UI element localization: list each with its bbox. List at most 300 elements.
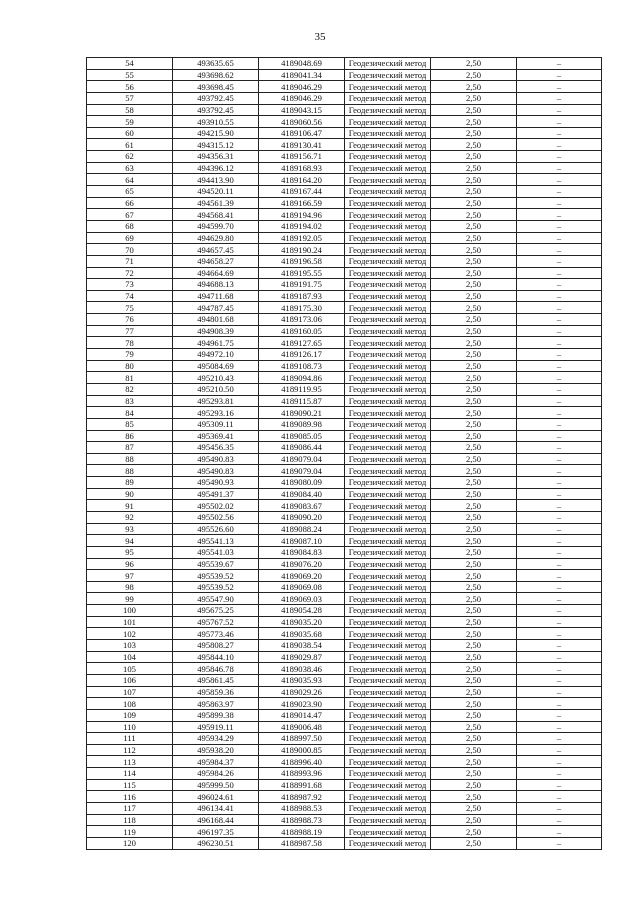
point-number-cell: 79: [87, 349, 173, 361]
method-cell: Геодезический метод: [345, 360, 431, 372]
method-cell: Геодезический метод: [345, 372, 431, 384]
note-cell: –: [517, 81, 602, 93]
accuracy-cell: 2,50: [431, 290, 517, 302]
accuracy-cell: 2,50: [431, 744, 517, 756]
note-cell: –: [517, 709, 602, 721]
note-cell: –: [517, 756, 602, 768]
y-coordinate-cell: 4189086.44: [259, 442, 345, 454]
accuracy-cell: 2,50: [431, 197, 517, 209]
point-number-cell: 70: [87, 244, 173, 256]
note-cell: –: [517, 616, 602, 628]
table-row: [87, 500, 602, 512]
x-coordinate-cell: 496197.35: [173, 826, 259, 838]
method-cell: Геодезический метод: [345, 500, 431, 512]
accuracy-cell: 2,50: [431, 768, 517, 780]
point-number-cell: 99: [87, 593, 173, 605]
table-row: [87, 314, 602, 326]
accuracy-cell: 2,50: [431, 69, 517, 81]
x-coordinate-cell: 495084.69: [173, 360, 259, 372]
x-coordinate-cell: 494972.10: [173, 349, 259, 361]
table-row: [87, 721, 602, 733]
table-row: [87, 337, 602, 349]
table-row: [87, 407, 602, 419]
method-cell: Геодезический метод: [345, 628, 431, 640]
method-cell: Геодезический метод: [345, 756, 431, 768]
table-row: [87, 733, 602, 745]
method-cell: Геодезический метод: [345, 593, 431, 605]
method-cell: Геодезический метод: [345, 663, 431, 675]
note-cell: –: [517, 442, 602, 454]
y-coordinate-cell: 4189108.73: [259, 360, 345, 372]
x-coordinate-cell: 495490.83: [173, 465, 259, 477]
y-coordinate-cell: 4189035.68: [259, 628, 345, 640]
note-cell: –: [517, 314, 602, 326]
y-coordinate-cell: 4189126.17: [259, 349, 345, 361]
y-coordinate-cell: 4189167.44: [259, 186, 345, 198]
point-number-cell: 101: [87, 616, 173, 628]
method-cell: Геодезический метод: [345, 465, 431, 477]
accuracy-cell: 2,50: [431, 674, 517, 686]
y-coordinate-cell: 4189192.05: [259, 232, 345, 244]
point-number-cell: 78: [87, 337, 173, 349]
y-coordinate-cell: 4189079.04: [259, 465, 345, 477]
table-row: [87, 325, 602, 337]
accuracy-cell: 2,50: [431, 465, 517, 477]
y-coordinate-cell: 4188988.73: [259, 814, 345, 826]
method-cell: Геодезический метод: [345, 488, 431, 500]
method-cell: Геодезический метод: [345, 535, 431, 547]
x-coordinate-cell: 494599.70: [173, 220, 259, 232]
method-cell: Геодезический метод: [345, 733, 431, 745]
table-row: [87, 674, 602, 686]
y-coordinate-cell: 4189069.08: [259, 581, 345, 593]
table-row: [87, 698, 602, 710]
y-coordinate-cell: 4189080.09: [259, 477, 345, 489]
x-coordinate-cell: 494413.90: [173, 174, 259, 186]
table-row: [87, 709, 602, 721]
method-cell: Геодезический метод: [345, 220, 431, 232]
accuracy-cell: 2,50: [431, 686, 517, 698]
table-row: [87, 558, 602, 570]
method-cell: Геодезический метод: [345, 92, 431, 104]
x-coordinate-cell: 495293.81: [173, 395, 259, 407]
table-row: [87, 139, 602, 151]
note-cell: –: [517, 686, 602, 698]
point-number-cell: 104: [87, 651, 173, 663]
note-cell: –: [517, 779, 602, 791]
x-coordinate-cell: 494658.27: [173, 255, 259, 267]
accuracy-cell: 2,50: [431, 418, 517, 430]
y-coordinate-cell: 4189038.46: [259, 663, 345, 675]
note-cell: –: [517, 430, 602, 442]
x-coordinate-cell: 493698.45: [173, 81, 259, 93]
note-cell: –: [517, 372, 602, 384]
note-cell: –: [517, 139, 602, 151]
y-coordinate-cell: 4189029.26: [259, 686, 345, 698]
accuracy-cell: 2,50: [431, 837, 517, 849]
accuracy-cell: 2,50: [431, 663, 517, 675]
point-number-cell: 113: [87, 756, 173, 768]
point-number-cell: 76: [87, 314, 173, 326]
note-cell: –: [517, 663, 602, 675]
note-cell: –: [517, 581, 602, 593]
x-coordinate-cell: 495984.26: [173, 768, 259, 780]
note-cell: –: [517, 803, 602, 815]
y-coordinate-cell: 4189079.04: [259, 453, 345, 465]
accuracy-cell: 2,50: [431, 337, 517, 349]
point-number-cell: 63: [87, 162, 173, 174]
accuracy-cell: 2,50: [431, 593, 517, 605]
x-coordinate-cell: 494657.45: [173, 244, 259, 256]
x-coordinate-cell: 495539.52: [173, 581, 259, 593]
point-number-cell: 54: [87, 58, 173, 70]
point-number-cell: 103: [87, 640, 173, 652]
method-cell: Геодезический метод: [345, 255, 431, 267]
method-cell: Геодезический метод: [345, 267, 431, 279]
y-coordinate-cell: 4189173.06: [259, 314, 345, 326]
point-number-cell: 66: [87, 197, 173, 209]
note-cell: –: [517, 628, 602, 640]
point-number-cell: 55: [87, 69, 173, 81]
accuracy-cell: 2,50: [431, 791, 517, 803]
y-coordinate-cell: 4189046.29: [259, 81, 345, 93]
table-row: [87, 570, 602, 582]
accuracy-cell: 2,50: [431, 640, 517, 652]
method-cell: Геодезический метод: [345, 337, 431, 349]
accuracy-cell: 2,50: [431, 558, 517, 570]
note-cell: –: [517, 162, 602, 174]
y-coordinate-cell: 4189046.29: [259, 92, 345, 104]
method-cell: Геодезический метод: [345, 174, 431, 186]
point-number-cell: 77: [87, 325, 173, 337]
point-number-cell: 86: [87, 430, 173, 442]
method-cell: Геодезический метод: [345, 244, 431, 256]
y-coordinate-cell: 4189023.90: [259, 698, 345, 710]
table-row: [87, 477, 602, 489]
accuracy-cell: 2,50: [431, 314, 517, 326]
point-number-cell: 59: [87, 116, 173, 128]
y-coordinate-cell: 4189156.71: [259, 151, 345, 163]
x-coordinate-cell: 495541.03: [173, 546, 259, 558]
table-row: [87, 581, 602, 593]
x-coordinate-cell: 494711.68: [173, 290, 259, 302]
accuracy-cell: 2,50: [431, 709, 517, 721]
table-row: [87, 826, 602, 838]
accuracy-cell: 2,50: [431, 244, 517, 256]
table-row: [87, 81, 602, 93]
point-number-cell: 108: [87, 698, 173, 710]
method-cell: Геодезический метод: [345, 314, 431, 326]
method-cell: Геодезический метод: [345, 442, 431, 454]
accuracy-cell: 2,50: [431, 803, 517, 815]
method-cell: Геодезический метод: [345, 477, 431, 489]
y-coordinate-cell: 4189035.93: [259, 674, 345, 686]
point-number-cell: 73: [87, 279, 173, 291]
y-coordinate-cell: 4189038.54: [259, 640, 345, 652]
accuracy-cell: 2,50: [431, 372, 517, 384]
table-row: [87, 779, 602, 791]
note-cell: –: [517, 407, 602, 419]
x-coordinate-cell: 495491.37: [173, 488, 259, 500]
point-number-cell: 92: [87, 511, 173, 523]
table-row: [87, 197, 602, 209]
y-coordinate-cell: 4189060.56: [259, 116, 345, 128]
note-cell: –: [517, 290, 602, 302]
x-coordinate-cell: 494629.80: [173, 232, 259, 244]
note-cell: –: [517, 570, 602, 582]
table-row: [87, 58, 602, 70]
note-cell: –: [517, 127, 602, 139]
y-coordinate-cell: 4189054.28: [259, 605, 345, 617]
method-cell: Геодезический метод: [345, 698, 431, 710]
point-number-cell: 75: [87, 302, 173, 314]
y-coordinate-cell: 4189029.87: [259, 651, 345, 663]
method-cell: Геодезический метод: [345, 418, 431, 430]
y-coordinate-cell: 4189087.10: [259, 535, 345, 547]
method-cell: Геодезический метод: [345, 395, 431, 407]
page-number: 35: [314, 31, 326, 43]
y-coordinate-cell: 4189164.20: [259, 174, 345, 186]
method-cell: Геодезический метод: [345, 744, 431, 756]
note-cell: –: [517, 349, 602, 361]
note-cell: –: [517, 488, 602, 500]
method-cell: Геодезический метод: [345, 430, 431, 442]
note-cell: –: [517, 744, 602, 756]
method-cell: Геодезический метод: [345, 651, 431, 663]
accuracy-cell: 2,50: [431, 651, 517, 663]
method-cell: Геодезический метод: [345, 232, 431, 244]
accuracy-cell: 2,50: [431, 116, 517, 128]
accuracy-cell: 2,50: [431, 442, 517, 454]
y-coordinate-cell: 4189000.85: [259, 744, 345, 756]
y-coordinate-cell: 4189043.15: [259, 104, 345, 116]
accuracy-cell: 2,50: [431, 605, 517, 617]
accuracy-cell: 2,50: [431, 500, 517, 512]
x-coordinate-cell: 495502.56: [173, 511, 259, 523]
table-row: [87, 546, 602, 558]
y-coordinate-cell: 4189090.21: [259, 407, 345, 419]
y-coordinate-cell: 4188993.96: [259, 768, 345, 780]
note-cell: –: [517, 104, 602, 116]
x-coordinate-cell: 494787.45: [173, 302, 259, 314]
point-number-cell: 84: [87, 407, 173, 419]
table-row: [87, 267, 602, 279]
point-number-cell: 106: [87, 674, 173, 686]
accuracy-cell: 2,50: [431, 453, 517, 465]
y-coordinate-cell: 4189130.41: [259, 139, 345, 151]
x-coordinate-cell: 494688.13: [173, 279, 259, 291]
point-number-cell: 89: [87, 477, 173, 489]
table-row: [87, 756, 602, 768]
x-coordinate-cell: 495526.60: [173, 523, 259, 535]
method-cell: Геодезический метод: [345, 116, 431, 128]
y-coordinate-cell: 4189187.93: [259, 290, 345, 302]
note-cell: –: [517, 558, 602, 570]
note-cell: –: [517, 267, 602, 279]
x-coordinate-cell: 495767.52: [173, 616, 259, 628]
accuracy-cell: 2,50: [431, 255, 517, 267]
accuracy-cell: 2,50: [431, 616, 517, 628]
method-cell: Геодезический метод: [345, 791, 431, 803]
y-coordinate-cell: 4189006.48: [259, 721, 345, 733]
note-cell: –: [517, 325, 602, 337]
note-cell: –: [517, 255, 602, 267]
y-coordinate-cell: 4189194.02: [259, 220, 345, 232]
x-coordinate-cell: 495863.97: [173, 698, 259, 710]
y-coordinate-cell: 4189048.69: [259, 58, 345, 70]
x-coordinate-cell: 494561.39: [173, 197, 259, 209]
x-coordinate-cell: 495539.52: [173, 570, 259, 582]
y-coordinate-cell: 4189069.03: [259, 593, 345, 605]
coordinates-table-body: [87, 58, 602, 850]
note-cell: –: [517, 698, 602, 710]
table-row: [87, 244, 602, 256]
point-number-cell: 58: [87, 104, 173, 116]
x-coordinate-cell: 494568.41: [173, 209, 259, 221]
accuracy-cell: 2,50: [431, 395, 517, 407]
accuracy-cell: 2,50: [431, 383, 517, 395]
accuracy-cell: 2,50: [431, 430, 517, 442]
method-cell: Геодезический метод: [345, 511, 431, 523]
table-row: [87, 663, 602, 675]
y-coordinate-cell: 4189106.47: [259, 127, 345, 139]
point-number-cell: 118: [87, 814, 173, 826]
y-coordinate-cell: 4189035.20: [259, 616, 345, 628]
accuracy-cell: 2,50: [431, 349, 517, 361]
point-number-cell: 72: [87, 267, 173, 279]
table-row: [87, 488, 602, 500]
x-coordinate-cell: 496024.61: [173, 791, 259, 803]
accuracy-cell: 2,50: [431, 151, 517, 163]
x-coordinate-cell: 494215.90: [173, 127, 259, 139]
accuracy-cell: 2,50: [431, 779, 517, 791]
note-cell: –: [517, 302, 602, 314]
note-cell: –: [517, 814, 602, 826]
accuracy-cell: 2,50: [431, 721, 517, 733]
method-cell: Геодезический метод: [345, 814, 431, 826]
table-row: [87, 290, 602, 302]
x-coordinate-cell: 495861.45: [173, 674, 259, 686]
accuracy-cell: 2,50: [431, 523, 517, 535]
note-cell: –: [517, 220, 602, 232]
note-cell: –: [517, 453, 602, 465]
table-row: [87, 186, 602, 198]
table-row: [87, 372, 602, 384]
method-cell: Геодезический метод: [345, 605, 431, 617]
x-coordinate-cell: 494315.12: [173, 139, 259, 151]
table-row: [87, 255, 602, 267]
table-row: [87, 383, 602, 395]
table-row: [87, 593, 602, 605]
method-cell: Геодезический метод: [345, 407, 431, 419]
table-row: [87, 640, 602, 652]
note-cell: –: [517, 151, 602, 163]
table-row: [87, 744, 602, 756]
point-number-cell: 119: [87, 826, 173, 838]
note-cell: –: [517, 546, 602, 558]
point-number-cell: 64: [87, 174, 173, 186]
y-coordinate-cell: 4189119.95: [259, 383, 345, 395]
table-row: [87, 686, 602, 698]
method-cell: Геодезический метод: [345, 721, 431, 733]
method-cell: Геодезический метод: [345, 570, 431, 582]
table-row: [87, 523, 602, 535]
point-number-cell: 62: [87, 151, 173, 163]
y-coordinate-cell: 4189094.86: [259, 372, 345, 384]
note-cell: –: [517, 465, 602, 477]
x-coordinate-cell: 495210.43: [173, 372, 259, 384]
note-cell: –: [517, 58, 602, 70]
method-cell: Геодезический метод: [345, 453, 431, 465]
x-coordinate-cell: 495547.90: [173, 593, 259, 605]
accuracy-cell: 2,50: [431, 698, 517, 710]
y-coordinate-cell: 4188988.19: [259, 826, 345, 838]
accuracy-cell: 2,50: [431, 186, 517, 198]
note-cell: –: [517, 500, 602, 512]
y-coordinate-cell: 4189083.67: [259, 500, 345, 512]
point-number-cell: 107: [87, 686, 173, 698]
accuracy-cell: 2,50: [431, 220, 517, 232]
x-coordinate-cell: 493792.45: [173, 104, 259, 116]
table-row: [87, 232, 602, 244]
x-coordinate-cell: 495934.29: [173, 733, 259, 745]
point-number-cell: 56: [87, 81, 173, 93]
x-coordinate-cell: 495938.20: [173, 744, 259, 756]
point-number-cell: 111: [87, 733, 173, 745]
point-number-cell: 115: [87, 779, 173, 791]
table-row: [87, 151, 602, 163]
method-cell: Геодезический метод: [345, 186, 431, 198]
point-number-cell: 88: [87, 465, 173, 477]
accuracy-cell: 2,50: [431, 58, 517, 70]
note-cell: –: [517, 721, 602, 733]
method-cell: Геодезический метод: [345, 674, 431, 686]
method-cell: Геодезический метод: [345, 162, 431, 174]
table-row: [87, 162, 602, 174]
method-cell: Геодезический метод: [345, 81, 431, 93]
method-cell: Геодезический метод: [345, 104, 431, 116]
point-number-cell: 94: [87, 535, 173, 547]
point-number-cell: 83: [87, 395, 173, 407]
method-cell: Геодезический метод: [345, 803, 431, 815]
x-coordinate-cell: 493910.55: [173, 116, 259, 128]
y-coordinate-cell: 4189160.05: [259, 325, 345, 337]
note-cell: –: [517, 477, 602, 489]
y-coordinate-cell: 4189191.75: [259, 279, 345, 291]
point-number-cell: 57: [87, 92, 173, 104]
point-number-cell: 87: [87, 442, 173, 454]
note-cell: –: [517, 837, 602, 849]
point-number-cell: 68: [87, 220, 173, 232]
x-coordinate-cell: 495919.11: [173, 721, 259, 733]
x-coordinate-cell: 494801.68: [173, 314, 259, 326]
point-number-cell: 109: [87, 709, 173, 721]
accuracy-cell: 2,50: [431, 360, 517, 372]
table-row: [87, 837, 602, 849]
x-coordinate-cell: 495859.36: [173, 686, 259, 698]
x-coordinate-cell: 495502.02: [173, 500, 259, 512]
point-number-cell: 67: [87, 209, 173, 221]
method-cell: Геодезический метод: [345, 581, 431, 593]
point-number-cell: 60: [87, 127, 173, 139]
method-cell: Геодезический метод: [345, 523, 431, 535]
note-cell: –: [517, 92, 602, 104]
x-coordinate-cell: 494908.39: [173, 325, 259, 337]
note-cell: –: [517, 418, 602, 430]
point-number-cell: 96: [87, 558, 173, 570]
x-coordinate-cell: 495999.50: [173, 779, 259, 791]
point-number-cell: 82: [87, 383, 173, 395]
